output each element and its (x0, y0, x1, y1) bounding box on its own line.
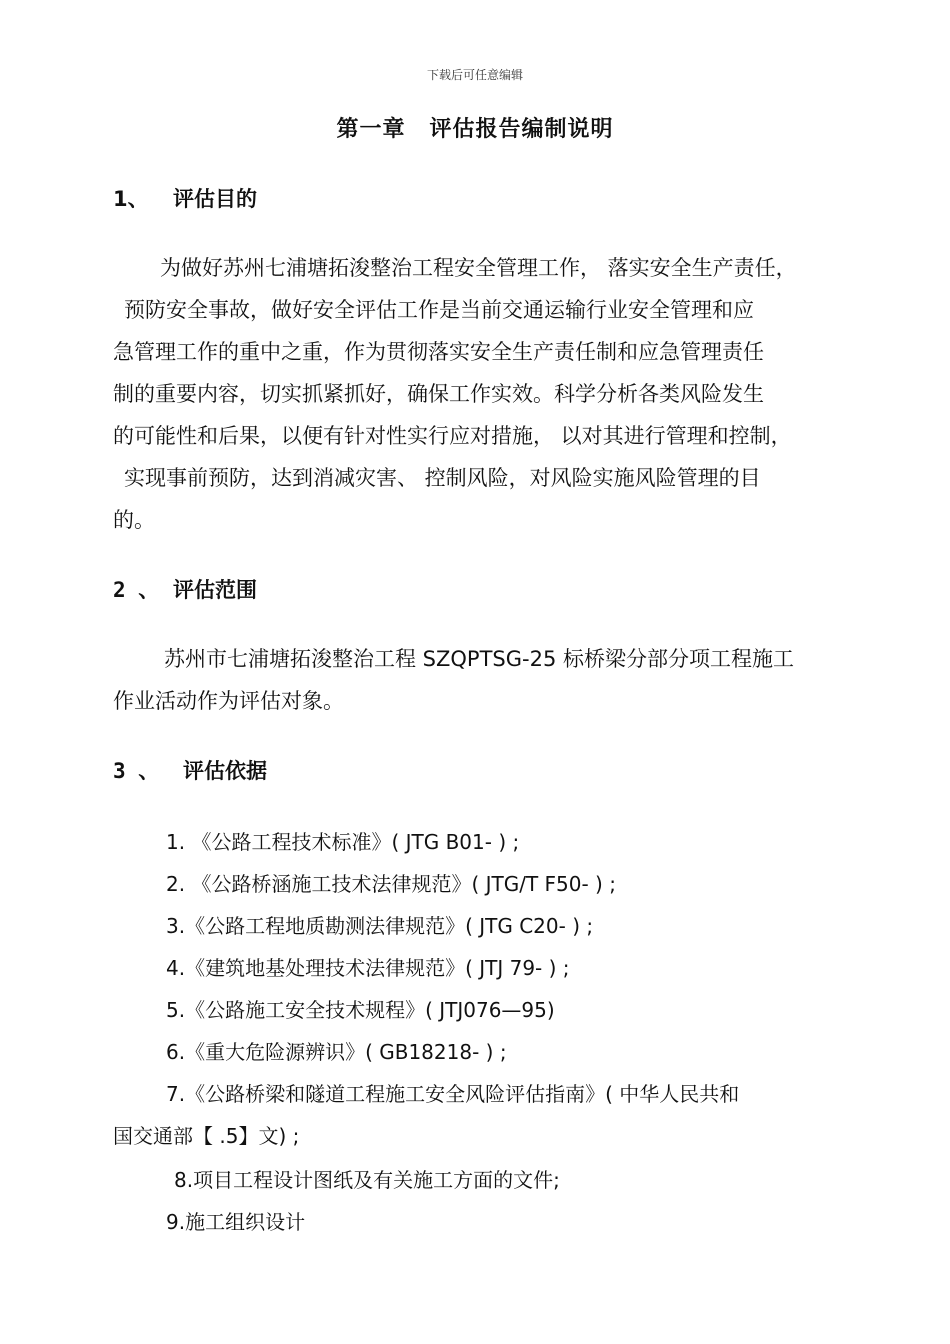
reference-item: 9.施工组织设计 (166, 1210, 306, 1234)
chapter-number: 第一章 (336, 117, 406, 142)
reference-item: 6.《重大危险源辨识》( GB18218- ) ; (166, 1040, 507, 1064)
paragraph-line: 为做好苏州七浦塘拓浚整治工程安全管理工作， 落实安全生产责任， (160, 256, 797, 280)
paragraph-line: 实现事前预防，达到消减灾害、 控制风险，对风险实施风险管理的目 (124, 466, 761, 490)
section-heading-scope (113, 574, 257, 604)
paragraph-line: 急管理工作的重中之重，作为贯彻落实安全生产责任制和应急管理责任 (113, 340, 764, 364)
section-heading-purpose (113, 183, 257, 213)
reference-item: 7.《公路桥梁和隧道工程施工安全风险评估指南》( 中华人民共和 (166, 1082, 740, 1106)
reference-item: 2. 《公路桥涵施工技术法律规范》( JTG/T F50- ) ; (166, 872, 616, 896)
paragraph-line: 的。 (113, 508, 155, 532)
reference-item: 5.《公路施工安全技术规程》( JTJ076—95) (166, 998, 555, 1022)
paragraph-line: 预防安全事故，做好安全评估工作是当前交通运输行业安全管理和应 (124, 298, 754, 322)
chapter-title-text: 评估报告编制说明 (429, 117, 614, 142)
paragraph-line: 作业活动作为评估对象。 (113, 689, 344, 713)
section-number: 1、 (113, 187, 149, 211)
section-title: 评估范围 (173, 578, 257, 602)
reference-item: 国交通部【 .5】文) ; (113, 1124, 300, 1148)
section-title: 评估目的 (173, 187, 257, 211)
page-header-note: 下载后可任意编辑 (426, 68, 523, 82)
section-title: 评估依据 (183, 759, 267, 783)
reference-item: 8.项目工程设计图纸及有关施工方面的文件; (174, 1168, 560, 1192)
chapter-title (0, 112, 950, 143)
section-number: 2 、 (113, 578, 160, 602)
paragraph-line: 制的重要内容，切实抓紧抓好，确保工作实效。科学分析各类风险发生 (113, 382, 764, 406)
reference-item: 4.《建筑地基处理技术法律规范》( JTJ 79- ) ; (166, 956, 570, 980)
section-number: 3 、 (113, 759, 160, 783)
section-heading-basis (113, 755, 267, 785)
reference-item: 1. 《公路工程技术标准》( JTG B01- ) ; (166, 830, 520, 854)
paragraph-line: 苏州市七浦塘拓浚整治工程 SZQPTSG-25 标桥梁分部分项工程施工 (164, 647, 794, 671)
reference-item: 3.《公路工程地质勘测法律规范》( JTG C20- ) ; (166, 914, 594, 938)
paragraph-line: 的可能性和后果，以便有针对性实行应对措施， 以对其进行管理和控制， (113, 424, 792, 448)
